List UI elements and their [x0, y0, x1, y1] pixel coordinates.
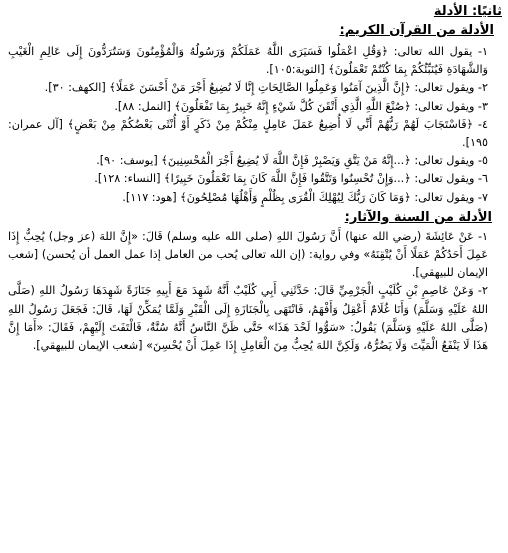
quran-item-5: ٥- ويقول تعالى: ﴿...إِنَّهُ مَنْ يَتَّقِ وَيَصْبِرْ فَإِنَّ اللَّهَ لَا يُضِيعُ أَجْرَ الْمُحْسِنِينَ﴾ [يوسف: ٩٠].: [96, 154, 488, 168]
section-heading: ثانيًا: الأدلة: [433, 4, 502, 19]
sunnah-item-2: ٢- وَعَنْ عَاصِمِ بْنِ كُلَيْبٍ الْجَرْمِيِّ قَالَ: حَدَّثَنِي أَبِي كُلَيْبٌ أَنَّهُ شَهِدَ مَعَ أَبِيهِ جَنَازَةً شَهِدَهَا رَسُولُ اللهِ (صَلَّى اللهُ عَلَيْهِ وَسَلَّمَ) وَأَنَا غُلَامٌ أَعْقِلُ وَأَفْهَمُ، فَانْتَهَى بِالْجَنَازَةِ إِلَى الْقَبْرِ وَلَمَّا يُمَكِّنْ لَهَا، قَالَ: فَجَعَلَ رَسُولُ اللهِ (صَلَّى اللهُ عَلَيْهِ وَسَلَّمَ) يَقُولُ: «سَوُّوا لَحْدَ هَذَا» حَتَّى ظَنَّ النَّاسُ أَنَّهُ سُنَّةٌ، فَالْتَفَتَ إِلَيْهِمْ، فَقَالَ: «أَمَا إِنَّ هَذَا لَا يَنْفَعُ الْمَيِّتَ وَلَا يَضُرُّهُ، وَلَكِنَّ اللهَ يُحِبُّ مِنَ الْعَامِلِ إِذَا عَمِلَ أَنْ يُحْسِنَ» [شعب الإيمان للبيهقي].: [8, 284, 488, 353]
quran-item-3: ٣- ويقول تعالى: ﴿صُنْعَ اللَّهِ الَّذِي أَتْقَنَ كُلَّ شَيْءٍ إِنَّهُ خَبِيرٌ بِمَا تَفْعَلُونَ﴾ [النمل: ٨٨].: [114, 99, 488, 113]
sunnah-item-1: ١- عَنْ عَائِشَةَ (رضي الله عنها) أَنَّ رَسُولَ اللهِ (صلى الله عليه وسلم) قَالَ: «إِنَّ اللهَ (عز وجل) يُحِبُّ إِذَا عَمِلَ أَحَدُكُمْ عَمَلًا أَنْ يُتْقِنَهُ» وفي رواية: (إن الله تعالى يُحب من العامل إذا عمل العمل أن يُحسن) [شعب الإيمان للبيهقي].: [8, 229, 488, 280]
quran-item-6: ٦- ويقول تعالى: ﴿...وَإِنْ تُحْسِنُوا وَتَتَّقُوا فَإِنَّ اللَّهَ كَانَ بِمَا تَعْمَلُونَ خَبِيرًا﴾ [النساء: ١٢٨].: [94, 172, 488, 186]
quran-item-4: ٤- ﴿فَاسْتَجَابَ لَهُمْ رَبُّهُمْ أَنِّي لَا أُضِيعُ عَمَلَ عَامِلٍ مِنْكُمْ مِنْ ذَكَرٍ أَوْ أُنْثَى بَعْضُكُمْ مِنْ بَعْضٍ﴾ [آل عمران: ١٩٥].: [8, 117, 488, 150]
quran-item-7: ٧- ويقول تعالى: ﴿وَمَا كَانَ رَبُّكَ لِيُهْلِكَ الْقُرَى بِظُلْمٍ وَأَهْلُهَا مُصْلِحُونَ﴾ [هود: ١١٧].: [122, 190, 488, 204]
quran-item-1: ١- يقول الله تعالى: ﴿وَقُلِ اعْمَلُوا فَسَيَرَى اللَّهُ عَمَلَكُمْ وَرَسُولُهُ وَالْمُؤْمِنُونَ وَسَتُرَدُّونَ إِلَى عَالِمِ الْغَيْبِ وَالشَّهَادَةِ فَيُنَبِّئُكُمْ بِمَا كُنْتُمْ تَعْمَلُونَ﴾ [التوبة:١٠٥].: [8, 45, 488, 77]
quran-item-2: ٢- ويقول تعالى: ﴿إِنَّ الَّذِينَ آمَنُوا وَعَمِلُوا الصَّالِحَاتِ إِنَّا لَا نُضِيعُ أَجْرَ مَنْ أَحْسَنَ عَمَلًا﴾ [الكهف: ٣٠].: [44, 81, 488, 95]
quran-evidence-heading: الأدلة من القرآن الكريم:: [339, 23, 494, 38]
sunnah-evidence-heading: الأدلة من السنة والآثار:: [344, 209, 492, 225]
